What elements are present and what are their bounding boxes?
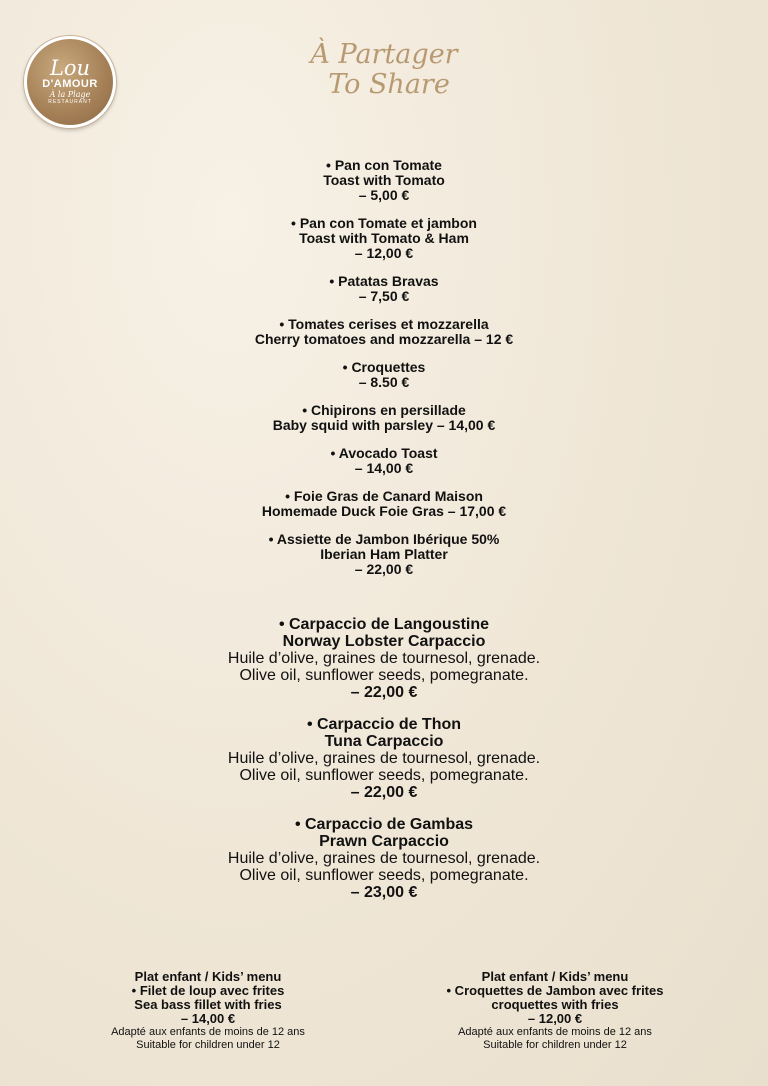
menu-item: [0, 403, 768, 433]
kids-menu-right: [405, 970, 705, 1052]
item-line: • Pan con Tomate: [326, 157, 442, 173]
menu-item: [0, 446, 768, 476]
carpaccio-desc-en: Olive oil, sunflower seeds, pomegranate.: [239, 867, 529, 884]
kids-note-en: Suitable for children under 12: [483, 1039, 627, 1051]
item-line: Toast with Tomato & Ham: [299, 230, 469, 246]
item-line: Baby squid with parsley – 14,00 €: [272, 417, 496, 433]
carpaccio-item: [0, 716, 768, 801]
carpaccio-list: [0, 616, 768, 916]
carpaccio-item: [0, 816, 768, 901]
carpaccio-desc-en: Olive oil, sunflower seeds, pomegranate.: [239, 667, 529, 684]
logo-line-2: D'AMOUR: [42, 78, 98, 90]
item-line: • Pan con Tomate et jambon: [291, 215, 477, 231]
item-price: – 14,00 €: [354, 460, 414, 476]
item-line: • Foie Gras de Canard Maison: [285, 488, 483, 504]
kids-dish-en: Sea bass fillet with fries: [134, 997, 282, 1012]
item-price: – 7,50 €: [358, 288, 410, 304]
kids-menu-title: Plat enfant / Kids’ menu: [481, 969, 629, 984]
item-price: – 8.50 €: [358, 374, 410, 390]
item-line: • Avocado Toast: [330, 445, 438, 461]
kids-price: – 14,00 €: [180, 1011, 236, 1026]
menu-item: [0, 360, 768, 390]
share-items-list: [0, 158, 768, 590]
logo-line-4: RESTAURANT: [48, 99, 92, 105]
carpaccio-name-fr: • Carpaccio de Thon: [306, 716, 462, 733]
kids-dish-fr: • Croquettes de Jambon avec frites: [446, 983, 664, 998]
kids-price: – 12,00 €: [527, 1011, 583, 1026]
kids-note-fr: Adapté aux enfants de moins de 12 ans: [458, 1026, 652, 1038]
kids-menu-left: [58, 970, 358, 1052]
kids-dish-en: croquettes with fries: [491, 997, 619, 1012]
item-line: • Croquettes: [342, 359, 426, 375]
item-line: • Tomates cerises et mozzarella: [279, 316, 489, 332]
menu-item: [0, 274, 768, 304]
logo-line-3: À la Plage: [49, 90, 91, 99]
menu-item: [0, 216, 768, 261]
menu-item: [0, 158, 768, 203]
menu-item: [0, 489, 768, 519]
carpaccio-name-fr: • Carpaccio de Langoustine: [278, 616, 490, 633]
carpaccio-desc-fr: Huile d’olive, graines de tournesol, grenade.: [227, 850, 541, 867]
logo-line-1: Lou: [49, 56, 91, 80]
item-price: – 12,00 €: [354, 245, 414, 261]
title-fr: À Partager: [310, 39, 458, 70]
item-price: – 5,00 €: [358, 187, 410, 203]
item-line: Iberian Ham Platter: [320, 546, 448, 562]
carpaccio-name-en: Prawn Carpaccio: [319, 833, 449, 850]
carpaccio-price: – 22,00 €: [350, 684, 418, 701]
kids-note-fr: Adapté aux enfants de moins de 12 ans: [111, 1026, 305, 1038]
page-title: [0, 40, 768, 100]
item-line: Homemade Duck Foie Gras – 17,00 €: [261, 503, 507, 519]
carpaccio-item: [0, 616, 768, 701]
carpaccio-desc-en: Olive oil, sunflower seeds, pomegranate.: [239, 767, 529, 784]
item-line: Cherry tomatoes and mozzarella – 12 €: [254, 331, 514, 347]
title-en: To Share: [328, 69, 450, 100]
carpaccio-name-fr: • Carpaccio de Gambas: [294, 816, 474, 833]
item-line: • Assiette de Jambon Ibérique 50%: [268, 531, 500, 547]
menu-item: [0, 317, 768, 347]
carpaccio-price: – 23,00 €: [350, 884, 418, 901]
item-price: – 22,00 €: [354, 561, 414, 577]
carpaccio-desc-fr: Huile d’olive, graines de tournesol, grenade.: [227, 750, 541, 767]
item-line: Toast with Tomato: [323, 172, 445, 188]
kids-note-en: Suitable for children under 12: [136, 1039, 280, 1051]
kids-dish-fr: • Filet de loup avec frites: [131, 983, 285, 998]
carpaccio-name-en: Tuna Carpaccio: [324, 733, 444, 750]
carpaccio-price: – 22,00 €: [350, 784, 418, 801]
item-line: • Chipirons en persillade: [302, 402, 466, 418]
kids-menu-title: Plat enfant / Kids’ menu: [134, 969, 282, 984]
item-line: • Patatas Bravas: [329, 273, 439, 289]
carpaccio-name-en: Norway Lobster Carpaccio: [282, 633, 486, 650]
carpaccio-desc-fr: Huile d’olive, graines de tournesol, grenade.: [227, 650, 541, 667]
menu-item: [0, 532, 768, 577]
